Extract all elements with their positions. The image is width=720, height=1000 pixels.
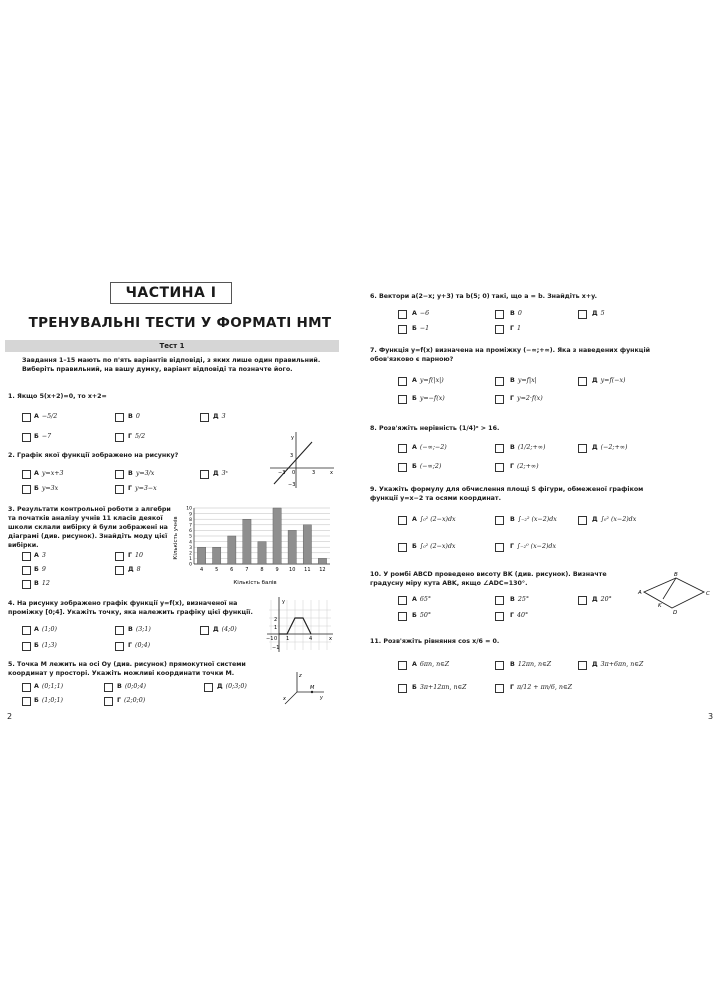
chart-x-axis-label: Кількість балів bbox=[233, 580, 277, 586]
q6-option-b: Б −1 bbox=[412, 325, 430, 332]
q8-checkbox-a[interactable] bbox=[398, 444, 407, 453]
q9-option-g: Г ∫₋₂⁰ (x−2)dx bbox=[510, 543, 556, 550]
chart-y-tick-label: 6 bbox=[189, 529, 192, 535]
q7-option-b: Б y=−f(x) bbox=[412, 395, 445, 402]
q1-checkbox-v[interactable] bbox=[115, 413, 124, 422]
chart-y-tick-label: 5 bbox=[189, 534, 192, 540]
chart-bar bbox=[228, 536, 236, 564]
q9-checkbox-b[interactable] bbox=[398, 543, 407, 552]
q1-option-v: В 0 bbox=[128, 413, 140, 420]
chart-y-tick-label: 2 bbox=[189, 551, 192, 557]
q2-graph bbox=[268, 430, 338, 490]
q10-option-a: А 65° bbox=[412, 596, 432, 603]
q4-checkbox-a[interactable] bbox=[22, 626, 31, 635]
q6-checkbox-v[interactable] bbox=[495, 310, 504, 319]
q9-option-d: Д ∫₀² (x−2)dx bbox=[592, 516, 637, 523]
chart-bar bbox=[273, 508, 281, 564]
q4-label-x: x bbox=[329, 636, 332, 642]
chart-bar bbox=[197, 547, 205, 564]
q3-checkbox-b[interactable] bbox=[22, 566, 31, 575]
q7-checkbox-v[interactable] bbox=[495, 377, 504, 386]
part-title: ЧАСТИНА I bbox=[110, 282, 232, 304]
q2-label-3b: 3 bbox=[312, 470, 316, 476]
chart-y-tick-label: 1 bbox=[189, 557, 192, 563]
q5-checkbox-d[interactable] bbox=[204, 683, 213, 692]
q1-checkbox-g[interactable] bbox=[115, 433, 124, 442]
chart-y-tick-label: 10 bbox=[186, 506, 192, 512]
q10-option-d: Д 20° bbox=[592, 596, 612, 603]
q4-text: 4. На рисунку зображено графік функції y=f(x), визначеної на проміжку [0;4]. Укажіть точку, яка належить графіку цієї функції. bbox=[8, 600, 253, 616]
q5-checkbox-v[interactable] bbox=[104, 683, 113, 692]
q7-checkbox-d[interactable] bbox=[578, 377, 587, 386]
q4-option-v: В (3;1) bbox=[128, 626, 151, 633]
q3-checkbox-g[interactable] bbox=[115, 552, 124, 561]
q4-label-y: y bbox=[282, 599, 285, 605]
page-number-right: 3 bbox=[708, 712, 714, 721]
q9-option-b: Б ∫₀² (2−x)dx bbox=[412, 543, 456, 550]
q5-checkbox-a[interactable] bbox=[22, 683, 31, 692]
chart-y-tick-label: 7 bbox=[189, 523, 192, 529]
chart-bar bbox=[288, 530, 296, 564]
q4-checkbox-d[interactable] bbox=[200, 626, 209, 635]
q2-checkbox-v[interactable] bbox=[115, 470, 124, 479]
chart-x-tick-label: 5 bbox=[215, 567, 219, 573]
q8-checkbox-v[interactable] bbox=[495, 444, 504, 453]
q1-text: 1. Якщо 5(x+2)=0, то x+2= bbox=[8, 393, 107, 400]
q7-option-v: В y=f|x| bbox=[510, 377, 537, 384]
chart-bar bbox=[258, 542, 266, 564]
q4-checkbox-v[interactable] bbox=[115, 626, 124, 635]
q1-checkbox-b[interactable] bbox=[22, 433, 31, 442]
q8-checkbox-b[interactable] bbox=[398, 463, 407, 472]
q4-label-1x: 1 bbox=[286, 636, 290, 642]
q3-bar-chart bbox=[170, 500, 335, 586]
q5-label-y: y bbox=[320, 695, 323, 701]
chart-bar bbox=[213, 547, 221, 564]
q4-graph bbox=[265, 594, 337, 654]
q1-checkbox-a[interactable] bbox=[22, 413, 31, 422]
q1-checkbox-d[interactable] bbox=[200, 413, 209, 422]
q5-checkbox-g[interactable] bbox=[104, 697, 113, 706]
q10-checkbox-d[interactable] bbox=[578, 596, 587, 605]
q8-text: 8. Розв'яжіть нерівність (1/4)ˣ > 16. bbox=[370, 425, 500, 432]
q4-checkbox-g[interactable] bbox=[115, 642, 124, 651]
q3-checkbox-v[interactable] bbox=[22, 580, 31, 589]
q8-option-d: Д (−2;+∞) bbox=[592, 444, 628, 451]
q8-option-g: Г (2;+∞) bbox=[510, 463, 539, 470]
q2-option-d: Д 3ˣ bbox=[213, 470, 228, 477]
q4-option-g: Г (0;4) bbox=[128, 642, 151, 649]
q7-text: 7. Функція y=f(x) визначена на проміжку (−∞;+∞). Яка з наведених функцій обов'язково є парною? bbox=[370, 347, 651, 363]
chart-x-tick-label: 12 bbox=[319, 567, 326, 573]
q5-option-v: В (0;0;4) bbox=[117, 683, 146, 690]
q3-option-a: А 3 bbox=[34, 552, 46, 559]
chart-bar bbox=[243, 519, 251, 564]
q8-option-b: Б (−∞;2) bbox=[412, 463, 442, 470]
q7-checkbox-b[interactable] bbox=[398, 395, 407, 404]
q11-option-a: А 6πn, n∈Z bbox=[412, 661, 450, 668]
main-title: ТРЕНУВАЛЬНІ ТЕСТИ У ФОРМАТІ НМТ bbox=[28, 315, 332, 331]
chart-x-tick-label: 8 bbox=[260, 567, 264, 573]
test-label: Тест 1 bbox=[5, 340, 339, 352]
q6-option-g: Г 1 bbox=[510, 325, 522, 332]
q4-label-2: 2 bbox=[274, 617, 278, 623]
q11-option-b: Б 3π+12πn, n∈Z bbox=[412, 684, 467, 691]
q11-checkbox-b[interactable] bbox=[398, 684, 407, 693]
chart-x-tick-label: 9 bbox=[275, 567, 279, 573]
chart-x-tick-label: 6 bbox=[230, 567, 234, 573]
q2-label-0: 0 bbox=[292, 470, 296, 476]
q2-label-y: y bbox=[291, 435, 294, 441]
q6-checkbox-d[interactable] bbox=[578, 310, 587, 319]
q4-label-m1x: −1 bbox=[266, 636, 274, 642]
q7-checkbox-a[interactable] bbox=[398, 377, 407, 386]
q6-option-a: А −6 bbox=[412, 310, 430, 317]
q1-option-a: А −5/2 bbox=[34, 413, 58, 420]
q10-label-a: A bbox=[638, 590, 642, 596]
q4-checkbox-b[interactable] bbox=[22, 642, 31, 651]
q10-label-k: K bbox=[658, 603, 662, 609]
q5-option-d: Д (0;3;0) bbox=[217, 683, 247, 690]
q8-checkbox-d[interactable] bbox=[578, 444, 587, 453]
q11-checkbox-a[interactable] bbox=[398, 661, 407, 670]
q11-option-d: Д 3π+6πn, n∈Z bbox=[592, 661, 644, 668]
q5-checkbox-b[interactable] bbox=[22, 697, 31, 706]
q10-text: 10. У ромбі ABCD проведено висоту BK (див. рисунок). Визначте градусну міру кута ABK, якщо ∠ADC=130°. bbox=[370, 571, 607, 587]
chart-y-tick-label: 9 bbox=[189, 512, 192, 518]
q2-option-a: А y=x+3 bbox=[34, 470, 64, 477]
q9-text: 9. Укажіть формулу для обчислення площі S фігури, обмеженої графіком функції y=x−2 та осями координат. bbox=[370, 486, 644, 502]
q6-checkbox-a[interactable] bbox=[398, 310, 407, 319]
q4-label-4: 4 bbox=[309, 636, 313, 642]
q2-label-3: 3 bbox=[290, 453, 294, 459]
page-number-left: 2 bbox=[7, 712, 13, 721]
chart-x-tick-label: 11 bbox=[304, 567, 311, 573]
q11-text: 11. Розв'яжіть рівняння cos x/6 = 0. bbox=[370, 638, 500, 645]
q7-option-a: А y=f(|x|) bbox=[412, 377, 444, 384]
q2-text: 2. Графік якої функції зображено на рисунку? bbox=[8, 452, 179, 459]
q6-checkbox-b[interactable] bbox=[398, 325, 407, 334]
q10-option-g: Г 40° bbox=[510, 612, 529, 619]
q2-option-b: Б y=3x bbox=[34, 485, 59, 492]
q5-option-a: А (0;1;1) bbox=[34, 683, 64, 690]
q2-option-v: В y=3/x bbox=[128, 470, 155, 477]
q11-option-g: Г π/12 + πn/6, n∈Z bbox=[510, 684, 572, 691]
q2-checkbox-a[interactable] bbox=[22, 470, 31, 479]
chart-bar bbox=[303, 525, 311, 564]
chart-y-tick-label: 3 bbox=[189, 545, 192, 551]
q1-option-g: Г 5/2 bbox=[128, 433, 146, 440]
q2-checkbox-d[interactable] bbox=[200, 470, 209, 479]
q3-checkbox-d[interactable] bbox=[115, 566, 124, 575]
q8-option-a: А (−∞;−2) bbox=[412, 444, 447, 451]
q10-label-b: B bbox=[674, 572, 678, 578]
q10-checkbox-g[interactable] bbox=[495, 612, 504, 621]
q4-label-0: 0 bbox=[274, 636, 278, 642]
q4-option-a: А (1;0) bbox=[34, 626, 57, 633]
page-right bbox=[360, 0, 720, 1000]
chart-x-tick-label: 10 bbox=[289, 567, 296, 573]
q10-checkbox-a[interactable] bbox=[398, 596, 407, 605]
q1-option-b: Б −7 bbox=[34, 433, 52, 440]
q11-checkbox-v[interactable] bbox=[495, 661, 504, 670]
q2-checkbox-g[interactable] bbox=[115, 485, 124, 494]
q6-option-v: В 0 bbox=[510, 310, 522, 317]
instructions: Завдання 1–15 мають по п'ять варіантів відповіді, з яких лише один правильний. Виберіть правильний, на вашу думку, варіант відповіді та позначте його. bbox=[22, 357, 321, 373]
q10-label-c: C bbox=[706, 591, 710, 597]
q5-label-x: x bbox=[283, 696, 286, 702]
chart-y-tick-label: 8 bbox=[189, 517, 192, 523]
q2-checkbox-b[interactable] bbox=[22, 485, 31, 494]
q9-option-v: В ∫₋₂² (x−2)dx bbox=[510, 516, 557, 523]
q10-checkbox-v[interactable] bbox=[495, 596, 504, 605]
q11-checkbox-d[interactable] bbox=[578, 661, 587, 670]
chart-y-axis-label: Кількість учнів bbox=[173, 516, 179, 560]
q1-option-d: Д 3 bbox=[213, 413, 226, 420]
q10-rhombus bbox=[636, 570, 714, 616]
chart-x-tick-label: 4 bbox=[199, 567, 204, 573]
q3-option-b: Б 9 bbox=[34, 566, 46, 573]
chart-y-tick-label: 4 bbox=[189, 540, 192, 546]
q3-option-g: Г 10 bbox=[128, 552, 144, 559]
q5-label-m: M bbox=[310, 685, 315, 691]
q8-option-v: В (1/2;+∞) bbox=[510, 444, 546, 451]
q3-text: 3. Результати контрольної роботи з алгебри та початків аналізу учнів 11 класів деякої школи склали вибірку й були зображені на діаграмі (див. рисунок). Знайдіть моду цієї вибірки. bbox=[8, 506, 171, 549]
q10-option-v: В 25° bbox=[510, 596, 529, 603]
q3-checkbox-a[interactable] bbox=[22, 552, 31, 561]
q2-label-m3: −3 bbox=[278, 470, 286, 476]
q9-option-a: А ∫₀² (2−x)dx bbox=[412, 516, 456, 523]
chart-x-tick-label: 7 bbox=[245, 567, 249, 573]
q9-checkbox-g[interactable] bbox=[495, 543, 504, 552]
q9-checkbox-a[interactable] bbox=[398, 516, 407, 525]
q3-option-v: В 12 bbox=[34, 580, 50, 587]
q5-label-z: z bbox=[299, 673, 302, 679]
q5-option-b: Б (1;0;1) bbox=[34, 697, 63, 704]
q7-option-d: Д y=f(−x) bbox=[592, 377, 626, 384]
q7-option-g: Г y=2·f(x) bbox=[510, 395, 543, 402]
q6-option-d: Д 5 bbox=[592, 310, 605, 317]
q4-label-m1y: −1 bbox=[272, 645, 280, 651]
q4-option-b: Б (1;3) bbox=[34, 642, 57, 649]
q2-option-g: Г y=3−x bbox=[128, 485, 157, 492]
chart-bar bbox=[318, 558, 326, 564]
q2-label-m3b: −3 bbox=[288, 482, 296, 488]
q11-option-v: В 12πn, n∈Z bbox=[510, 661, 552, 668]
q6-checkbox-g[interactable] bbox=[495, 325, 504, 334]
q4-option-d: Д (4;0) bbox=[213, 626, 237, 633]
q5-3d-axes bbox=[280, 668, 330, 708]
q10-label-d: D bbox=[673, 610, 678, 616]
chart-y-tick-label: 0 bbox=[189, 562, 192, 568]
q10-checkbox-b[interactable] bbox=[398, 612, 407, 621]
q3-option-d: Д 8 bbox=[128, 566, 141, 573]
q8-checkbox-g[interactable] bbox=[495, 463, 504, 472]
q7-checkbox-g[interactable] bbox=[495, 395, 504, 404]
q10-option-b: Б 50° bbox=[412, 612, 431, 619]
q11-checkbox-g[interactable] bbox=[495, 684, 504, 693]
q9-checkbox-v[interactable] bbox=[495, 516, 504, 525]
q5-text: 5. Точка M лежить на осі Oy (див. рисунок) прямокутної системи координат у просторі. Укажіть можливі координати точки M. bbox=[8, 661, 246, 677]
q2-label-x: x bbox=[330, 470, 333, 476]
q5-option-g: Г (2;0;0) bbox=[117, 697, 146, 704]
q6-text: 6. Вектори a(2−x; y+3) та b(5; 0) такі, що a = b. Знайдіть x+y. bbox=[370, 293, 598, 300]
q4-label-1: 1 bbox=[274, 625, 278, 631]
q9-checkbox-d[interactable] bbox=[578, 516, 587, 525]
